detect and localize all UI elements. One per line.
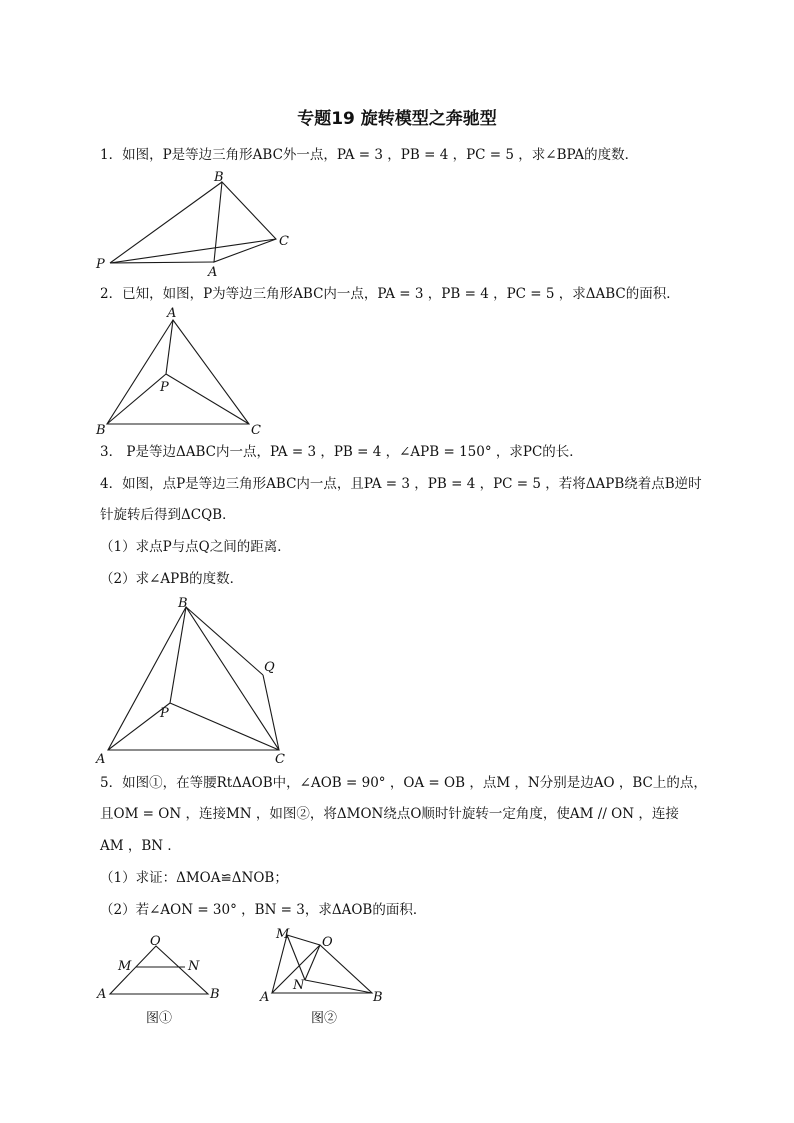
fig1-label-b: B <box>214 170 224 185</box>
fig2-label-a: A <box>167 306 177 321</box>
fig5b-triangle-aob <box>272 945 372 993</box>
problem-5-question-2: （2）若∠AON = 30° ，BN = 3，求ΔAOB的面积． <box>100 902 427 918</box>
fig5b-segment-am <box>272 935 287 993</box>
problem-5-text-line-1: 5．如图①，在等腰RtΔAOB中，∠AOB = 90° ，OA = OB ，点M ，N分别是边AO ，BC上的点， <box>100 775 707 791</box>
fig1-label-p: P <box>96 257 105 272</box>
fig1-segment-pc <box>110 239 276 263</box>
fig5a-label-n: N <box>188 959 200 974</box>
fig4-label-p: P <box>160 706 169 721</box>
problem-4-question-1: （1）求点P与点Q之间的距离． <box>100 539 291 555</box>
fig5b-segment-mn <box>287 935 305 980</box>
fig5b-segment-bn <box>305 980 372 993</box>
problem-4-text-line-1: 4．如图，点P是等边三角形ABC内一点，且PA = 3 ，PB = 4 ，PC = 5 ，若将ΔAPB绕着点B逆时 <box>100 476 702 492</box>
problem-5-question-1: （1）求证：ΔMOA≌ΔNOB； <box>100 870 288 886</box>
fig2-label-b: B <box>96 423 106 438</box>
problem-5-text-line-3: AM ，BN ． <box>100 838 181 854</box>
figure-5-2-diagram <box>255 922 395 1032</box>
fig1-label-a: A <box>208 265 218 280</box>
problem-1-text: 1．如图，P是等边三角形ABC外一点，PA = 3 ，PB = 4 ，PC = 5 ，求∠BPA的度数． <box>100 147 639 163</box>
figure-2-diagram <box>90 303 270 438</box>
fig5a-caption: 图① <box>146 1011 173 1026</box>
fig2-label-c: C <box>251 423 261 438</box>
fig2-segment-pb <box>107 374 166 424</box>
problem-3-text: 3． P是等边ΔABC内一点，PA = 3 ，PB = 4 ，∠APB = 150° ，求PC的长． <box>100 444 583 460</box>
fig5a-label-o: O <box>150 934 161 949</box>
fig1-segment-pb <box>110 182 222 263</box>
fig2-label-p: P <box>160 380 169 395</box>
fig5a-label-b: B <box>210 987 220 1002</box>
fig5b-segment-mo <box>287 935 320 945</box>
figure-4-diagram <box>90 590 300 770</box>
fig4-segment-qc <box>263 675 279 750</box>
page-title: 专题19 旋转模型之奔驰型 <box>297 109 497 129</box>
fig4-triangle-abc <box>108 607 279 750</box>
fig5b-label-o: O <box>322 935 333 950</box>
fig1-label-c: C <box>279 234 289 249</box>
fig4-label-c: C <box>275 752 285 767</box>
fig1-triangle-abc <box>214 182 276 262</box>
fig2-segment-pc <box>166 374 249 424</box>
fig5b-label-n: N <box>293 978 305 993</box>
fig5b-segment-on <box>305 945 320 980</box>
problem-4-question-2: （2）求∠APB的度数． <box>100 571 244 587</box>
fig5b-caption: 图② <box>311 1011 338 1026</box>
fig4-segment-bq <box>186 607 263 675</box>
fig4-label-b: B <box>178 596 188 611</box>
problem-2-text: 2．已知，如图，P为等边三角形ABC内一点，PA = 3 ，PB = 4 ，PC = 5 ，求ΔABC的面积． <box>100 286 680 302</box>
problem-4-text-line-2: 针旋转后得到ΔCQB． <box>100 507 236 523</box>
fig2-segment-pa <box>166 320 173 374</box>
fig1-segment-pa <box>110 262 214 263</box>
fig5b-label-m: M <box>276 927 290 942</box>
problem-5-text-line-2: 且OM = ON ，连接MN ，如图②，将ΔMON绕点O顺时针旋转一定角度，使AM // ON ，连接 <box>100 806 679 822</box>
fig4-label-q: Q <box>264 660 275 675</box>
fig5b-label-a: A <box>260 990 270 1005</box>
fig5a-label-a: A <box>97 987 107 1002</box>
fig2-triangle-abc <box>107 320 249 424</box>
fig4-segment-pc <box>170 703 279 750</box>
figure-5-1-diagram <box>90 930 230 1030</box>
fig5a-label-m: M <box>118 959 132 974</box>
fig4-label-a: A <box>96 752 106 767</box>
fig5b-label-b: B <box>373 990 383 1005</box>
figure-1-diagram <box>90 168 300 280</box>
